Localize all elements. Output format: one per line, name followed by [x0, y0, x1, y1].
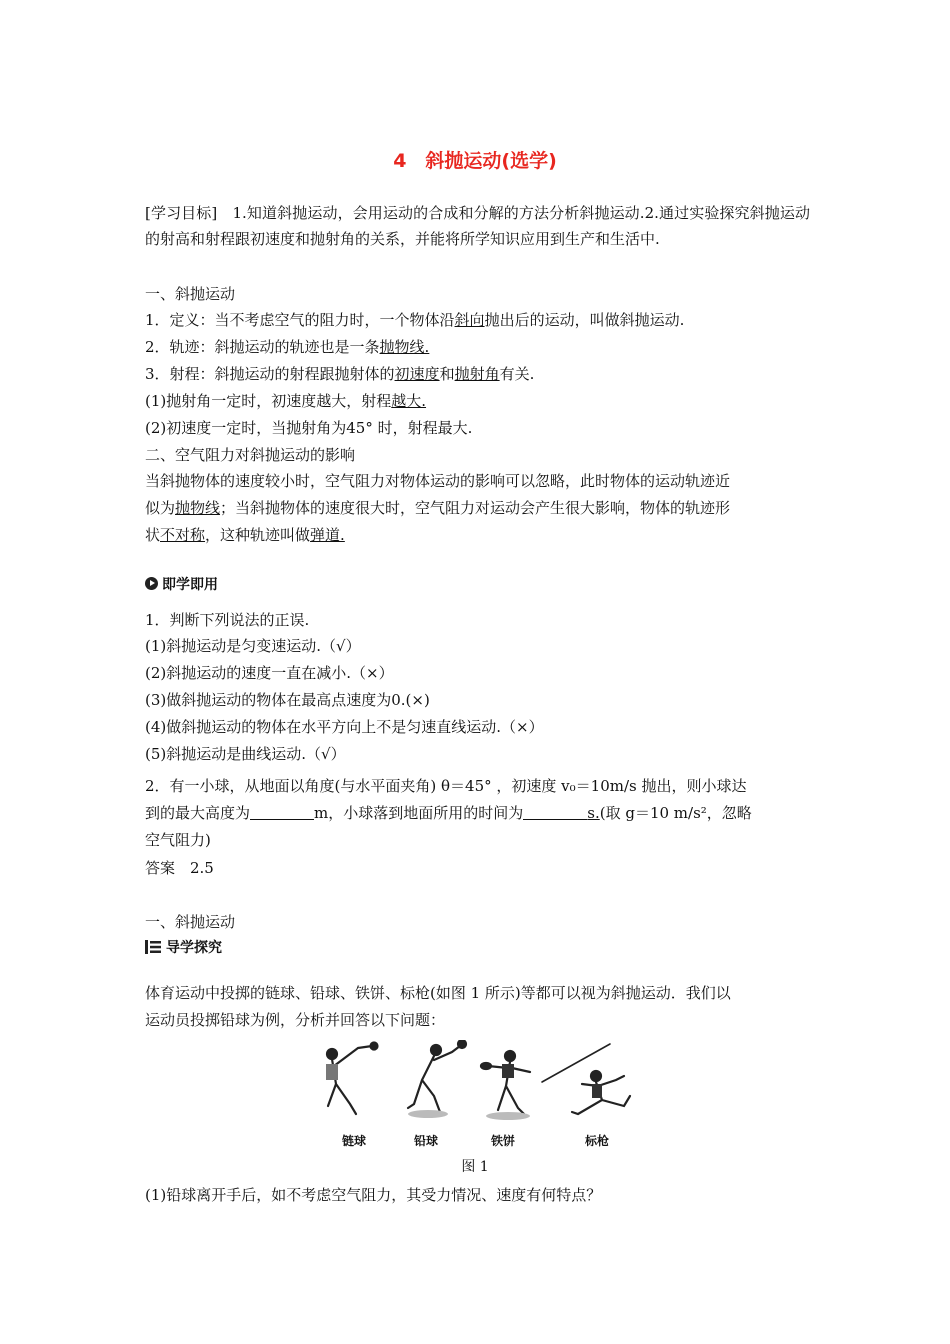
definition-line: 1．定义：当不考虑空气的阻力时，一个物体沿斜向抛出后的运动，叫做斜抛运动. [145, 311, 685, 329]
answer-blank[interactable] [523, 805, 587, 820]
question-2-tail: 空气阻力) [145, 831, 211, 849]
hammer-thrower-figure [326, 1043, 378, 1115]
section-heading: 一、斜抛运动 [145, 913, 236, 931]
figure-label: 铁饼 [491, 1134, 516, 1148]
judge-item: (5)斜抛运动是曲线运动.（√） [145, 745, 346, 763]
judge-item: (2)斜抛运动的速度一直在减小.（×） [145, 664, 394, 682]
air-paragraph-line: 似为抛物线；当斜抛物体的速度很大时，空气阻力对运动会产生很大影响，物体的轨迹形 [145, 499, 731, 517]
explore-paragraph-line: 运动员投掷铅球为例，分析并回答以下问题： [145, 1011, 446, 1029]
learning-objective: [学习目标] 1.知道斜抛运动，会用运动的合成和分解的方法分析斜抛运动.2.通过实验探究斜抛运动的射高和射程跟初速度和抛射角的关系，并能将所学知识应用到生产和生活中. [145, 204, 810, 248]
figure-label: 标枪 [585, 1134, 610, 1148]
question-2: 2．有一小球，从地面以角度(与水平面夹角) θ＝45° ，初速度 v₀＝10m/s 抛出，则小球达 [145, 777, 747, 795]
practice-tag: 即学即用 [145, 574, 218, 594]
range-line: 3．射程：斜抛运动的射程跟抛射体的初速度和抛射角有关. [145, 365, 535, 383]
judge-item: (4)做斜抛运动的物体在水平方向上不是匀速直线运动.（×） [145, 718, 544, 736]
air-paragraph-line: 当斜抛物体的速度较小时，空气阻力对物体运动的影响可以忽略，此时物体的运动轨迹近 [145, 472, 731, 490]
page-title: 4 斜抛运动(选学) [393, 150, 557, 172]
figure-label: 铅球 [414, 1134, 439, 1148]
explore-paragraph-line: 体育运动中投掷的链球、铅球、铁饼、标枪(如图 1 所示)等都可以视为斜抛运动．我们以 [145, 984, 731, 1002]
range-item-2: (2)初速度一定时，当抛射角为45° 时，射程最大. [145, 419, 473, 437]
question-final: (1)铅球离开手后，如不考虑空气阻力，其受力情况、速度有何特点？ [145, 1186, 602, 1204]
section-heading: 一、斜抛运动 [145, 285, 236, 303]
explore-tag: 导学探究 [145, 937, 222, 957]
answer-blank[interactable] [250, 805, 314, 820]
section-heading: 二、空气阻力对斜抛运动的影响 [145, 446, 356, 464]
discus-thrower-figure [481, 1051, 530, 1120]
answer: 答案 2.5 [145, 859, 214, 877]
figure-label: 链球 [342, 1134, 367, 1148]
trajectory-line: 2．轨迹：斜抛运动的轨迹也是一条抛物线. [145, 338, 430, 356]
judge-item: (1)斜抛运动是匀变速运动.（√） [145, 637, 361, 655]
play-icon [145, 577, 158, 590]
judge-item: (3)做斜抛运动的物体在最高点速度为0.(×) [145, 691, 430, 709]
question-2-blanks: 到的最大高度为 m，小球落到地面所用的时间为 s.(取 g＝10 m/s²，忽略 [145, 804, 752, 822]
javelin-thrower-figure [542, 1044, 630, 1114]
list-icon [145, 940, 161, 954]
shot-putter-figure [408, 1040, 466, 1118]
range-item-1: (1)抛射角一定时，初速度越大，射程越大. [145, 392, 427, 410]
air-paragraph-line: 状不对称，这种轨迹叫做弹道. [145, 526, 345, 544]
question-1: 1．判断下列说法的正误. [145, 611, 310, 629]
figure-caption: 图 1 [461, 1159, 489, 1175]
